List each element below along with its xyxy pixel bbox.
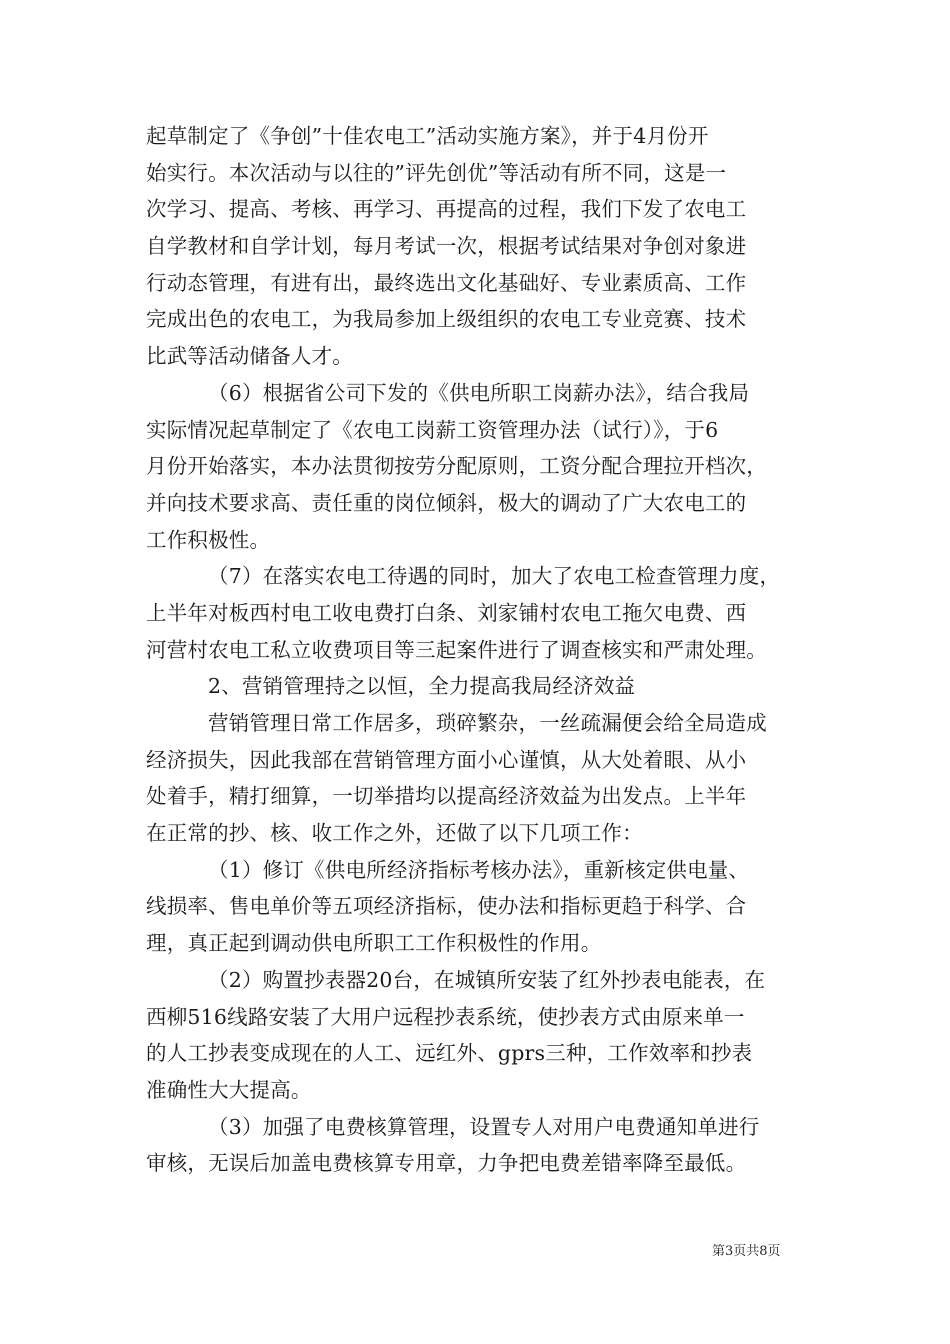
body-text — [146, 118, 812, 1182]
text-line: 线损率、售电单价等五项经济指标，使办法和指标更趋于科学、合 — [146, 894, 747, 919]
text-line: 完成出色的农电工，为我局参加上级组织的农电工专业竞赛、技术 — [146, 307, 747, 332]
text-line: 次学习、提高、考核、再学习、再提高的过程，我们下发了农电工 — [146, 197, 747, 222]
text-line: 的人工抄表变成现在的人工、远红外、gprs三种，工作效率和抄表 — [146, 1041, 753, 1066]
paragraph-start-line: （6）根据省公司下发的《供电所职工岗薪办法》，结合我局 — [208, 380, 750, 405]
text-line: 起草制定了《争创”十佳农电工”活动实施方案》，并于4月份开 — [146, 124, 709, 148]
text-line: 行动态管理，有进有出，最终选出文化基础好、专业素质高、工作 — [146, 270, 747, 295]
text-line: 河营村农电工私立收费项目等三起案件进行了调查核实和严肃处理。 — [146, 637, 767, 662]
paragraph-start-line: （7）在落实农电工待遇的同时，加大了农电工检查管理力度， — [208, 564, 781, 589]
paragraph-start-line: （2）购置抄表器20台，在城镇所安装了红外抄表电能表，在 — [208, 967, 766, 992]
text-line: 处着手，精打细算，一切举措均以提高经济效益为出发点。上半年 — [146, 784, 747, 809]
text-line: 理，真正起到调动供电所职工工作积极性的作用。 — [146, 931, 602, 956]
text-line: 并向技术要求高、责任重的岗位倾斜，极大的调动了广大农电工的 — [146, 490, 747, 515]
text-line: 审核，无误后加盖电费核算专用章，力争把电费差错率降至最低。 — [146, 1151, 747, 1176]
page-footer: 第3页共8页 — [712, 1244, 781, 1259]
text-line: 始实行。本次活动与以往的”评先创优”等活动有所不同，这是一 — [146, 160, 727, 185]
text-line: 自学教材和自学计划，每月考试一次，根据考试结果对争创对象进 — [146, 234, 747, 259]
text-line: 经济损失，因此我部在营销管理方面小心谨慎，从大处着眼、从小 — [146, 747, 747, 772]
text-line: 准确性大大提高。 — [146, 1077, 312, 1102]
text-line: 工作积极性。 — [146, 527, 271, 552]
text-line: 在正常的抄、核、收工作之外，还做了以下几项工作： — [146, 821, 643, 846]
text-line: 比武等活动储备人才。 — [146, 344, 353, 369]
paragraph-start-line: （1）修订《供电所经济指标考核办法》，重新核定供电量、 — [208, 857, 750, 882]
text-line: 上半年对板西村电工收电费打白条、刘家铺村农电工拖欠电费、西 — [146, 600, 747, 625]
text-line: 实际情况起草制定了《农电工岗薪工资管理办法（试行）》，于6 — [146, 417, 719, 442]
paragraph-start-line: （3）加强了电费核算管理，设置专人对用户电费通知单进行 — [208, 1114, 760, 1139]
paragraph-start-line: 营销管理日常工作居多，琐碎繁杂，一丝疏漏便会给全局造成 — [208, 711, 767, 735]
text-line: 月份开始落实，本办法贯彻按劳分配原则，工资分配合理拉开档次， — [146, 454, 767, 479]
section-heading: 2、营销管理持之以恒，全力提高我局经济效益 — [208, 674, 636, 699]
text-line: 西柳516线路安装了大用户远程抄表系统，使抄表方式由原来单一 — [146, 1004, 745, 1029]
